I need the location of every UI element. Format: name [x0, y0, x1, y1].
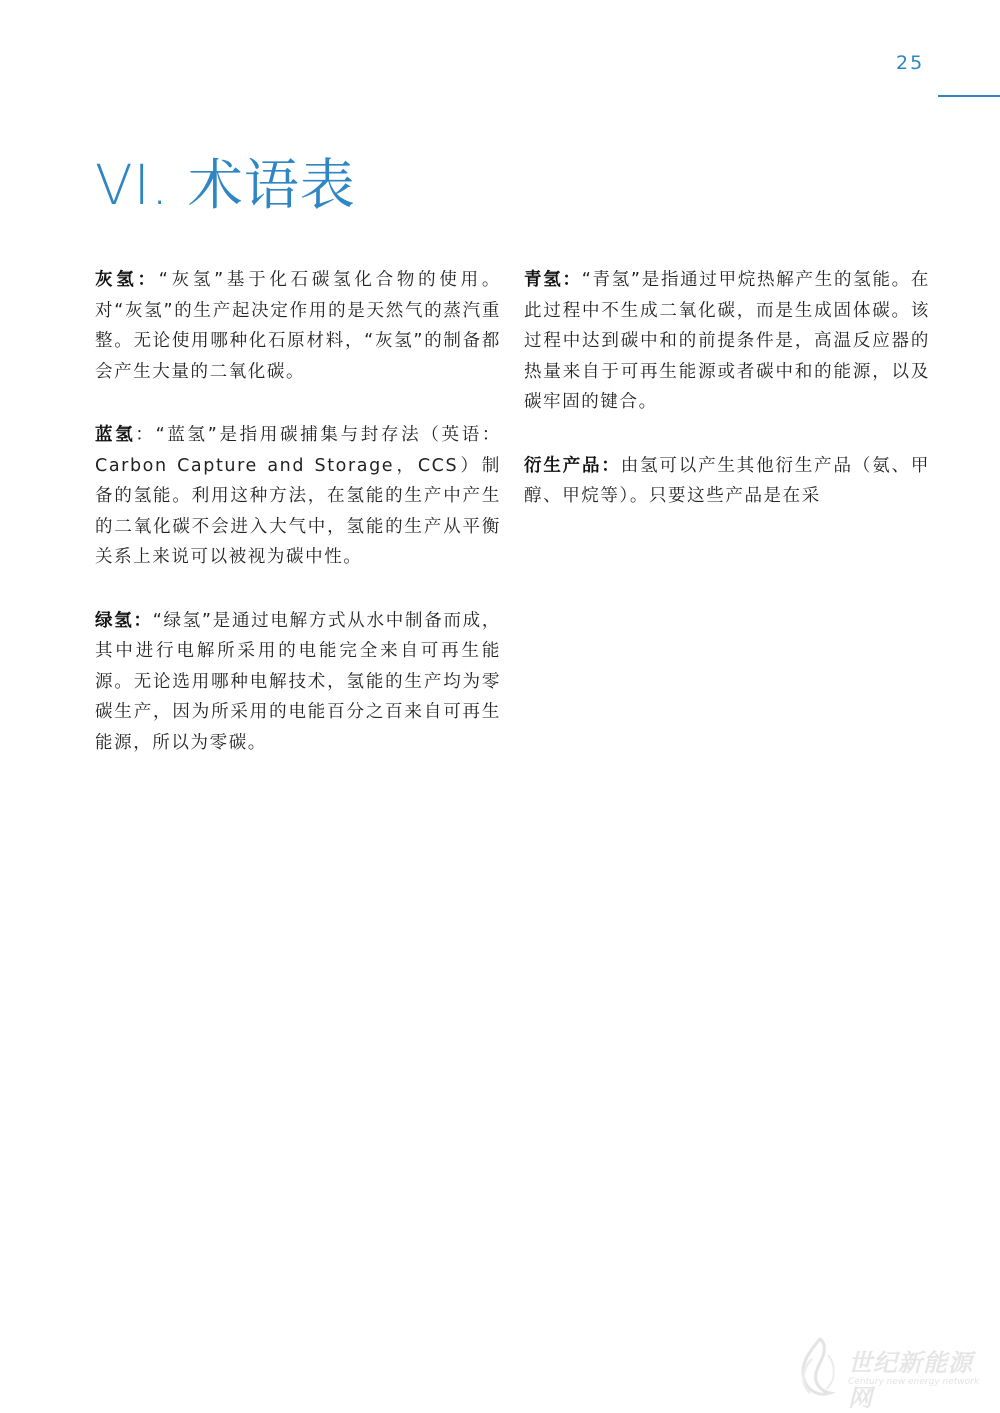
watermark-name: 世纪新能源网	[848, 1349, 973, 1412]
glossary-term: 衍生产品：	[524, 455, 621, 476]
glossary-column-left	[95, 265, 501, 791]
glossary-entry-blue-hydrogen	[95, 420, 501, 573]
glossary-definition: 由氢可以产生其他衍生产品（氨、甲醇、甲烷等）。只要这些产品是在采	[524, 455, 931, 506]
watermark	[790, 1335, 990, 1412]
glossary-term: 绿氢：	[95, 610, 153, 631]
glossary-term: 蓝氢	[95, 425, 136, 445]
glossary-definition: “绿氢”是通过电解方式从水中制备而成，其中进行电解所采用的电能完全来自可再生能源。无论选用哪种电解技术，氢能的生产均为零碳生产，因为所采用的电能百分之百来自可再生能源，所以为零碳。	[95, 610, 501, 753]
glossary-term: 灰氢：	[95, 270, 159, 290]
glossary-term: 青氢：	[524, 270, 582, 290]
page-number-rule	[938, 95, 1000, 97]
glossary-entry-green-hydrogen	[95, 606, 501, 759]
page-number: 25	[896, 52, 925, 74]
glossary-column-right	[524, 265, 930, 545]
page-title: VI. 术语表	[95, 152, 356, 217]
glossary-entry-turquoise-hydrogen	[524, 265, 930, 418]
glossary-definition: “灰氢”基于化石碳氢化合物的使用。对“灰氢”的生产起决定作用的是天然气的蒸汽重整。无论使用哪种化石原材料，“灰氢”的制备都会产生大量的二氧化碳。	[95, 270, 501, 382]
glossary-entry-grey-hydrogen	[95, 265, 501, 387]
glossary-definition: “青氢”是指通过甲烷热解产生的氢能。在此过程中不生成二氧化碳，而是生成固体碳。该过程中达到碳中和的前提条件是，高温反应器的热量来自于可再生能源或者碳中和的能源，以及碳牢固的键合。	[524, 270, 930, 412]
flame-logo-icon	[790, 1335, 846, 1401]
glossary-entry-derivatives	[524, 451, 930, 512]
watermark-subtitle: Century new energy network	[848, 1377, 980, 1387]
glossary-definition: ：“蓝氢”是指用碳捕集与封存法（英语：Carbon Capture and Storage，CCS）制备的氢能。利用这种方法，在氢能的生产中产生的二氧化碳不会进入大气中，氢能的生产从平衡关系上来说可以被视为碳中性。	[95, 425, 502, 567]
